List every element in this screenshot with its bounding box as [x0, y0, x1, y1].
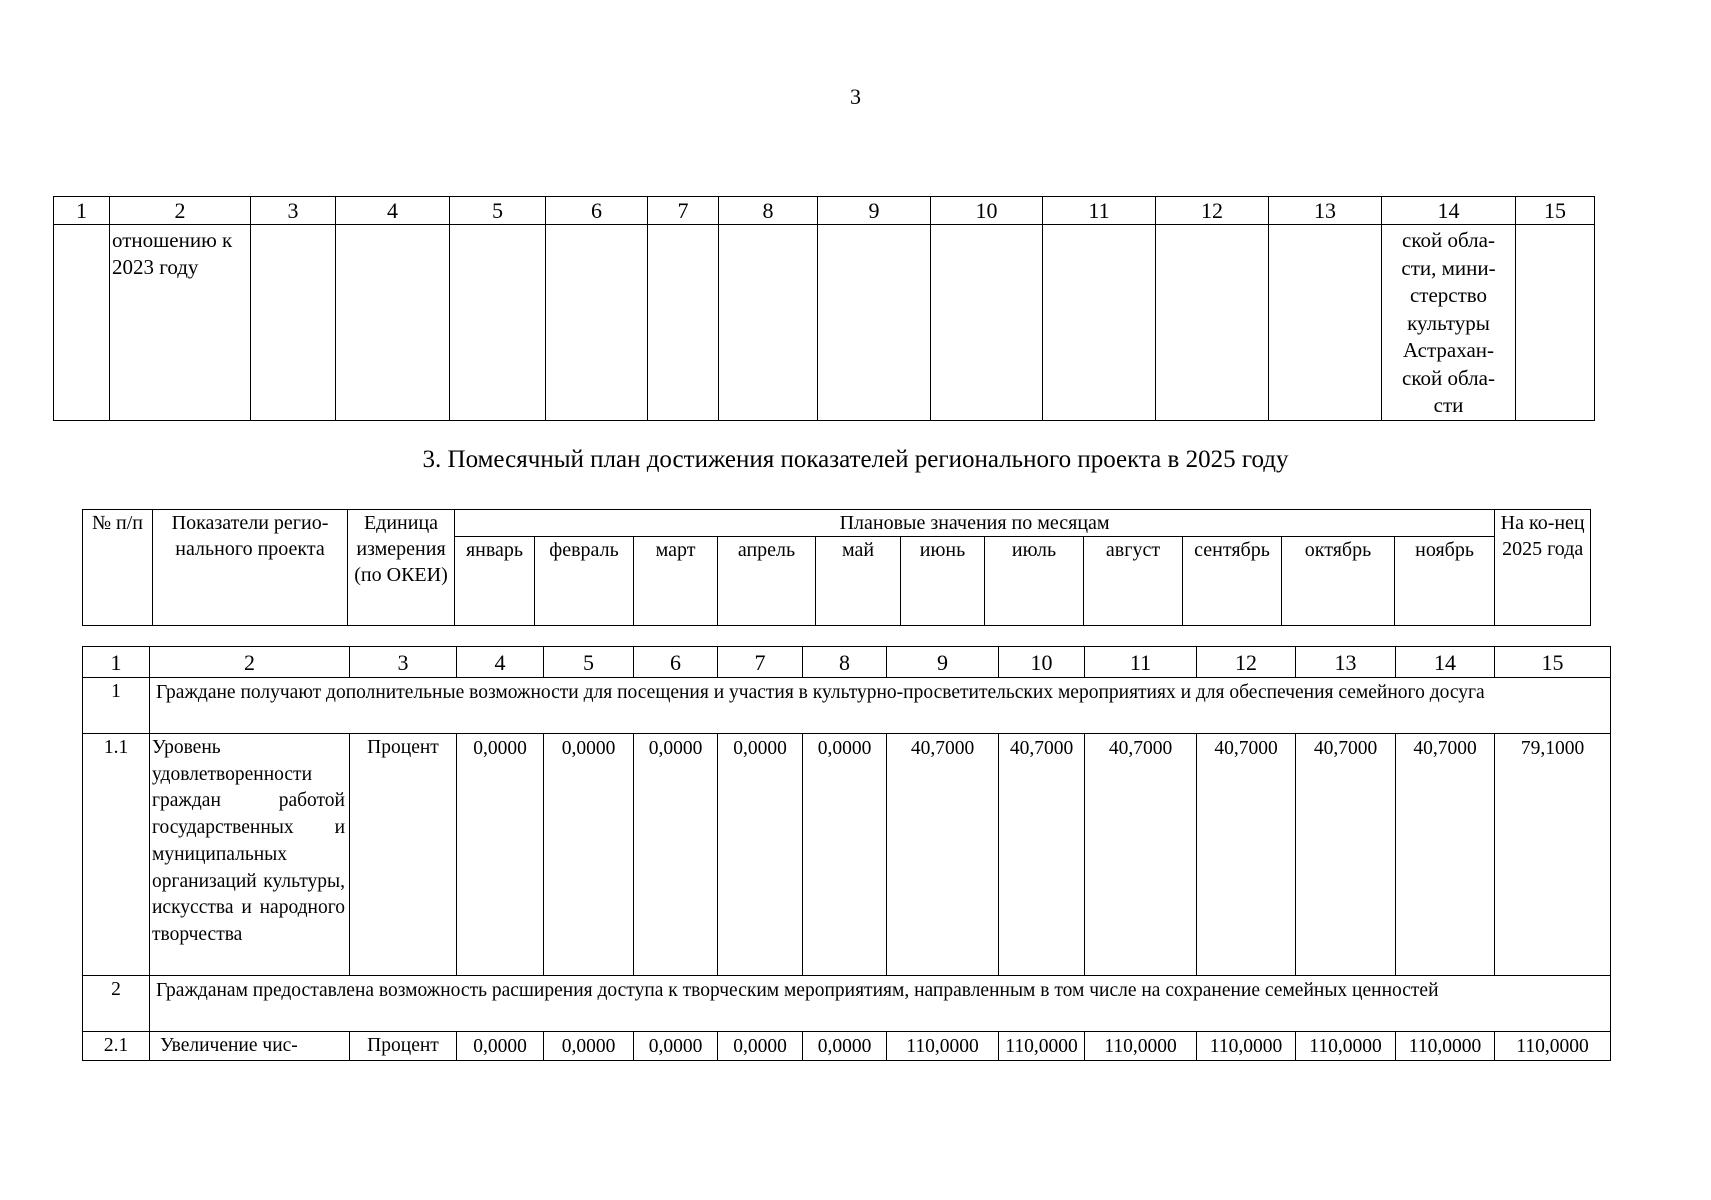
- header-end: На ко-нец 2025 года: [1495, 510, 1591, 626]
- column-number: 3: [350, 647, 457, 678]
- column-number: 4: [336, 197, 450, 225]
- column-number: 1: [54, 197, 110, 225]
- section-number: 1: [83, 678, 150, 734]
- header-indicator: Показатели регио-нального проекта: [153, 510, 348, 626]
- continuation-column-numbers: [54, 197, 1595, 225]
- column-number: 5: [450, 197, 546, 225]
- responsible-cell: ской обла- сти, мини- стерство культуры Астрахан- ской обла- сти: [1382, 225, 1516, 421]
- indicator-unit: Процент: [350, 734, 457, 976]
- column-number: 1: [83, 647, 150, 678]
- month-value: 0,0000: [634, 1032, 718, 1061]
- column-number: 12: [1197, 647, 1296, 678]
- header-month: июнь: [901, 537, 985, 626]
- continuation-cell-text: отношению к 2023 году: [110, 225, 251, 421]
- page-number: 3: [850, 84, 861, 109]
- column-number: 9: [887, 647, 999, 678]
- month-value: 0,0000: [718, 734, 803, 976]
- column-number: 10: [931, 197, 1043, 225]
- month-value: 110,0000: [999, 1032, 1085, 1061]
- column-number: 14: [1382, 197, 1516, 225]
- header-plan-group: Плановые значения по месяцам: [455, 510, 1495, 537]
- header-no: № п/п: [83, 510, 153, 626]
- column-number: 15: [1516, 197, 1595, 225]
- header-month: ноябрь: [1395, 537, 1495, 626]
- continuation-table: [53, 196, 1595, 421]
- column-number: 14: [1396, 647, 1495, 678]
- column-number: 2: [150, 647, 350, 678]
- month-value: 40,7000: [1197, 734, 1296, 976]
- month-value: 0,0000: [457, 1032, 544, 1061]
- column-number: 13: [1269, 197, 1382, 225]
- header-month: май: [816, 537, 901, 626]
- month-value: 40,7000: [1296, 734, 1396, 976]
- indicator-unit: Процент: [350, 1032, 457, 1061]
- end-value: 79,1000: [1495, 734, 1611, 976]
- section-title: 3. Помесячный план достижения показателей регионального проекта в 2025 году: [422, 446, 1289, 473]
- end-value: 110,0000: [1495, 1032, 1611, 1061]
- header-month: июль: [985, 537, 1084, 626]
- continuation-row: [54, 225, 1595, 421]
- header-month: апрель: [718, 537, 816, 626]
- indicator-name: Уровень удовлетворенности граждан работой государственных и муниципальных организаций культуры, искусства и народного творчества: [150, 734, 350, 976]
- month-value: 0,0000: [803, 1032, 887, 1061]
- column-numbers-row: [83, 647, 1611, 678]
- month-value: 40,7000: [1396, 734, 1495, 976]
- column-number: 5: [544, 647, 634, 678]
- month-value: 40,7000: [999, 734, 1085, 976]
- header-month: октябрь: [1282, 537, 1395, 626]
- section-title-cell: Граждане получают дополнительные возможности для посещения и участия в культурно-просветительских мероприятиях и для обеспечения семейного досуга: [150, 678, 1611, 734]
- month-value: 40,7000: [887, 734, 999, 976]
- indicator-row: [83, 1032, 1611, 1061]
- month-value: 110,0000: [1396, 1032, 1495, 1061]
- column-number: 8: [719, 197, 818, 225]
- section-row: [83, 678, 1611, 734]
- month-value: 0,0000: [544, 734, 634, 976]
- column-number: 6: [634, 647, 718, 678]
- plan-data-table: [82, 646, 1611, 1061]
- column-number: 13: [1296, 647, 1396, 678]
- column-number: 4: [457, 647, 544, 678]
- header-month: февраль: [535, 537, 634, 626]
- section-title-cell: Гражданам предоставлена возможность расширения доступа к творческим мероприятиям, направленным в том числе на сохранение семейных ценностей: [150, 976, 1611, 1032]
- month-value: 110,0000: [1085, 1032, 1197, 1061]
- header-unit: Единица измерения (по ОКЕИ): [348, 510, 455, 626]
- month-value: 110,0000: [887, 1032, 999, 1061]
- column-number: 9: [818, 197, 931, 225]
- indicator-name: Увеличение чис-: [150, 1032, 350, 1061]
- month-value: 0,0000: [803, 734, 887, 976]
- month-value: 110,0000: [1296, 1032, 1396, 1061]
- column-number: 7: [648, 197, 719, 225]
- column-number: 7: [718, 647, 803, 678]
- month-value: 0,0000: [544, 1032, 634, 1061]
- indicator-number: 1.1: [83, 734, 150, 976]
- plan-header-table: [82, 509, 1591, 626]
- month-value: 110,0000: [1197, 1032, 1296, 1061]
- column-number: 10: [999, 647, 1085, 678]
- month-value: 0,0000: [718, 1032, 803, 1061]
- column-number: 12: [1156, 197, 1269, 225]
- month-value: 0,0000: [457, 734, 544, 976]
- column-number: 11: [1043, 197, 1156, 225]
- section-row: [83, 976, 1611, 1032]
- header-month: март: [634, 537, 718, 626]
- header-month: август: [1084, 537, 1183, 626]
- indicator-number: 2.1: [83, 1032, 150, 1061]
- month-value: 40,7000: [1085, 734, 1197, 976]
- header-month: сентябрь: [1183, 537, 1282, 626]
- month-value: 0,0000: [634, 734, 718, 976]
- column-number: 6: [546, 197, 648, 225]
- section-number: 2: [83, 976, 150, 1032]
- column-number: 15: [1495, 647, 1611, 678]
- header-month: январь: [455, 537, 535, 626]
- column-number: 2: [110, 197, 251, 225]
- column-number: 11: [1085, 647, 1197, 678]
- indicator-row: [83, 734, 1611, 976]
- column-number: 3: [251, 197, 336, 225]
- column-number: 8: [803, 647, 887, 678]
